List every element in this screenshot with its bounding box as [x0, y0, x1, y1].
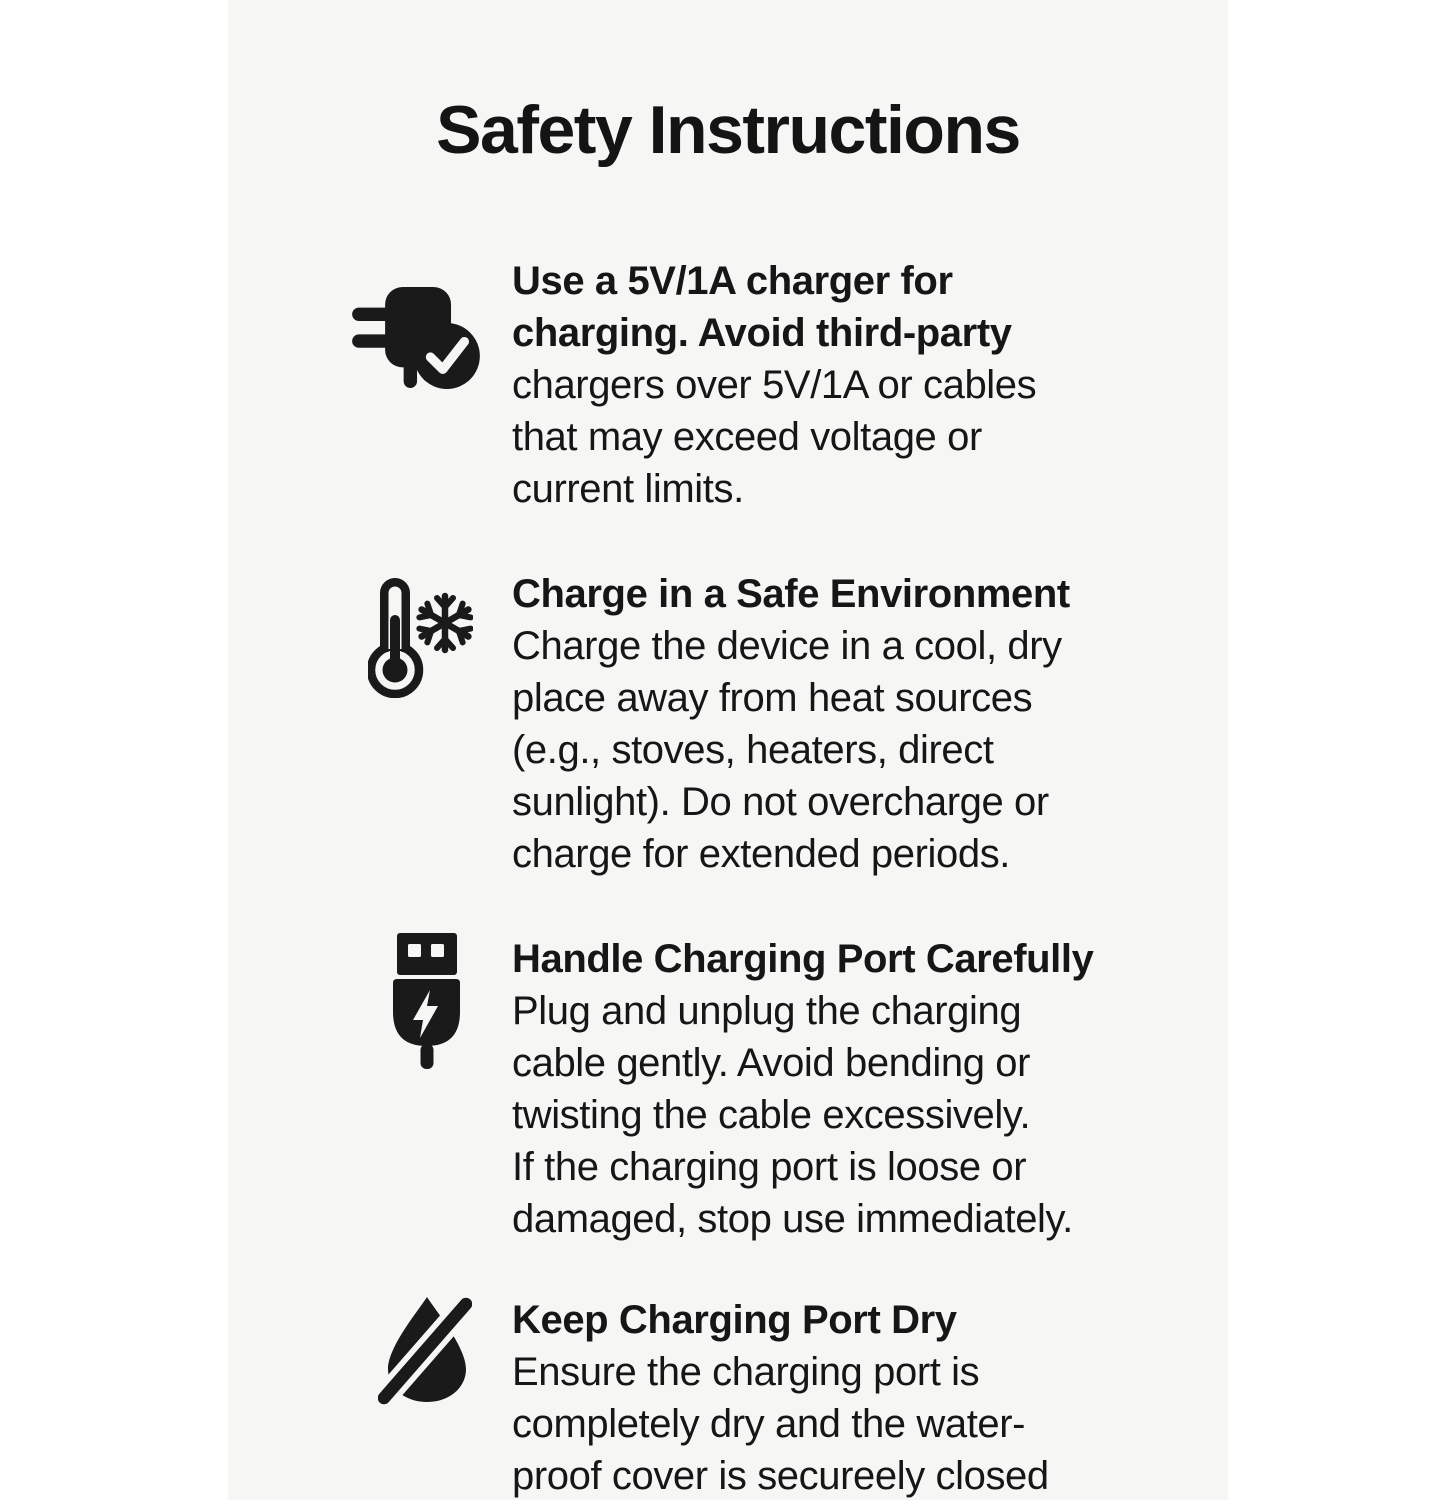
icon-column: [228, 255, 512, 515]
instruction-line: that may exceed voltage or: [512, 415, 982, 459]
instruction-section-charger: [228, 255, 1228, 515]
icon-column: [228, 933, 512, 1245]
instruction-section-charging-port: [228, 933, 1228, 1245]
charger-check-icon: [352, 287, 480, 390]
instruction-line: chargers over 5V/1A or cables: [512, 363, 1037, 407]
droplet-slash-icon: [378, 1295, 472, 1407]
instruction-line: Plug and unplug the charging: [512, 989, 1022, 1033]
usb-lightning-icon: [393, 933, 461, 1069]
instruction-line: damaged, stop use immediately.: [512, 1197, 1073, 1241]
instruction-line: If the charging port is loose or: [512, 1145, 1027, 1189]
thermometer-snowflake-icon: [368, 578, 473, 698]
icon-column: [228, 568, 512, 880]
instruction-heading: Keep Charging Port Dry: [512, 1298, 957, 1342]
instruction-heading: Charge in a Safe Environment: [512, 572, 1070, 616]
instruction-text: [512, 568, 1070, 880]
instruction-line: charging. Avoid third-party: [512, 311, 1012, 355]
instruction-line: current limits.: [512, 467, 744, 511]
instruction-section-keep-dry: [228, 1294, 1228, 1500]
instruction-heading: Handle Charging Port Carefully: [512, 937, 1094, 981]
instruction-line: Ensure the charging port is: [512, 1350, 980, 1394]
instruction-line: completely dry and the water-: [512, 1402, 1026, 1446]
safety-instructions-card: [228, 0, 1228, 1500]
instruction-line: Charge the device in a cool, dry: [512, 624, 1062, 668]
instruction-line: charge for extended periods.: [512, 832, 1011, 876]
instruction-line: sunlight). Do not overcharge or: [512, 780, 1049, 824]
instruction-line: place away from heat sources: [512, 676, 1033, 720]
instruction-line: proof cover is secureely closed: [512, 1454, 1049, 1498]
instruction-line: Use a 5V/1A charger for: [512, 259, 953, 303]
instruction-text: [512, 255, 1036, 515]
icon-column: [228, 1294, 512, 1500]
instruction-section-safe-environment: [228, 568, 1228, 880]
instruction-text: [512, 1294, 1049, 1500]
page-title: Safety Instructions: [436, 92, 1020, 168]
instruction-line: cable gently. Avoid bending or: [512, 1041, 1031, 1085]
instruction-line: (e.g., stoves, heaters, direct: [512, 728, 994, 772]
instruction-text: [512, 933, 1093, 1245]
instruction-line: twisting the cable excessively.: [512, 1093, 1031, 1137]
